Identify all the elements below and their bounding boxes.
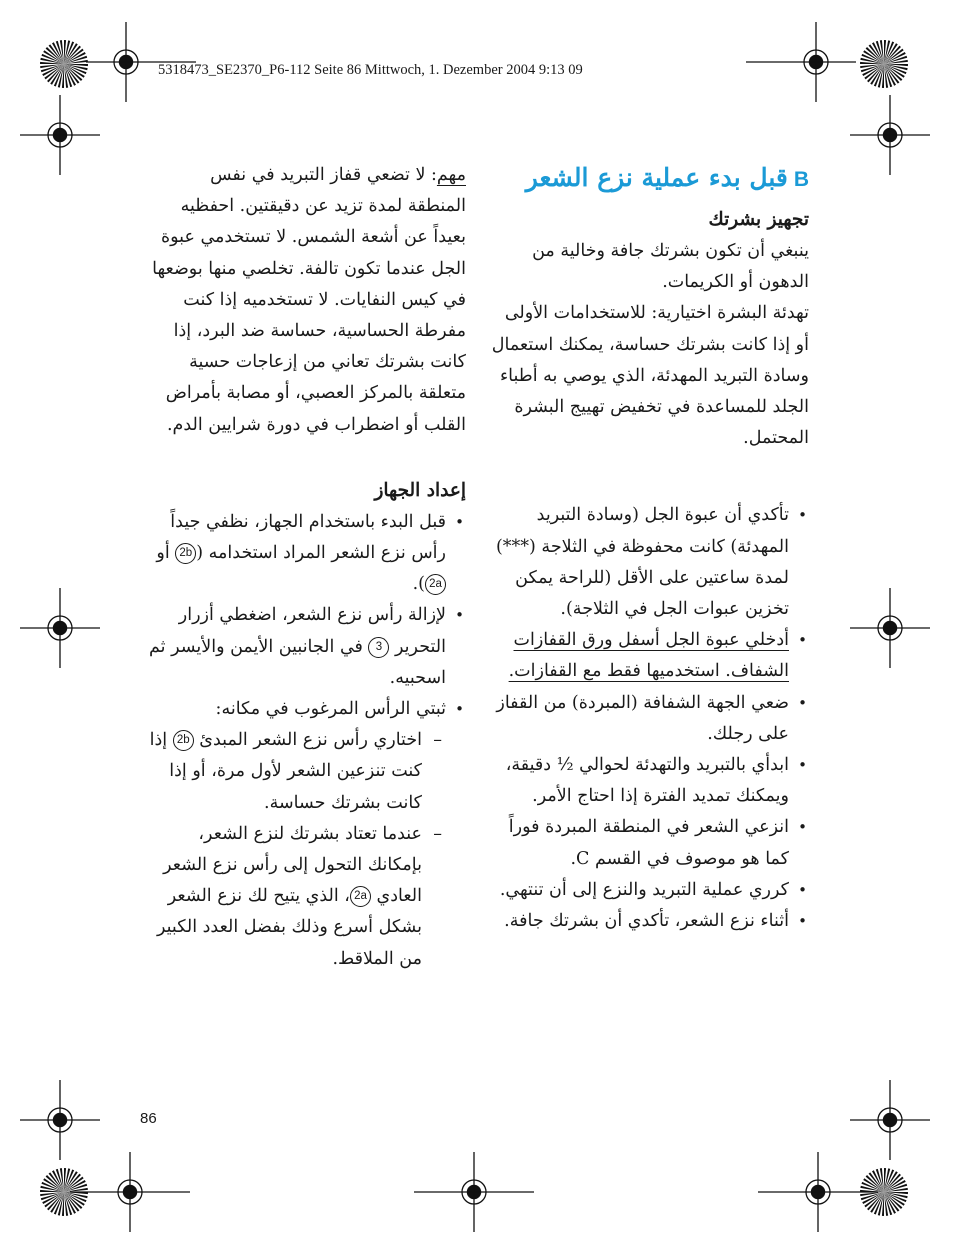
setup-list bbox=[148, 507, 466, 975]
list-item-text: ، الذي يتيح لك نزع الشعر بشكل أسرع وذلك بفضل العدد الكبير من الملاقط. bbox=[156, 886, 422, 969]
ref-badge-2b: 2b bbox=[173, 730, 194, 751]
registration-mark-icon bbox=[758, 1152, 878, 1232]
right-column bbox=[487, 160, 809, 937]
registration-mark-icon bbox=[70, 1152, 190, 1232]
list-item bbox=[148, 694, 466, 975]
starburst-icon bbox=[40, 40, 88, 88]
print-header: 5318473_SE2370_P6-112 Seite 86 Mittwoch, 1. Dezember 2004 9:13 09 bbox=[158, 62, 583, 78]
list-item: • انزعي الشعر في المنطقة المبردة فوراً كما هو موصوف في القسم C. bbox=[487, 812, 809, 874]
list-item: • كرري عملية التبريد والنزع إلى أن تنتهي. bbox=[487, 875, 809, 906]
starburst-icon bbox=[860, 40, 908, 88]
important-label: مهم bbox=[436, 165, 466, 185]
list-item bbox=[148, 600, 466, 694]
important-text: : لا تضعي قفاز التبريد في نفس المنطقة لمدة تزيد عن دقيقتين. احفظيه بعيداً عن أشعة الشمس. لا تستخدمي عبوة الجل عندما تكون تالفة. تخلصي منها بوضعها في كيس النفايات. لا تستخدميه إذا كنت مفرطة الحساسية، حساسة ضد البرد، إذا كانت بشرتك تعاني من إزعاجات حسية متعلقة بالمركز العصبي، أو مصابة بأمراض القلب أو اضطراب في دورة شرايين الدم. bbox=[152, 165, 466, 435]
prep-paragraph-1: ينبغي أن تكون بشرتك جافة وخالية من الدهون أو الكريمات. bbox=[532, 241, 809, 293]
registration-mark-icon bbox=[414, 1152, 534, 1232]
list-item bbox=[148, 819, 446, 975]
list-item bbox=[148, 725, 446, 819]
list-item bbox=[148, 507, 466, 601]
section-title-text: قبل بدء عملية نزع الشعر bbox=[525, 163, 788, 192]
list-item: • أثناء نزع الشعر، تأكدي أن بشرتك جافة. bbox=[487, 906, 809, 937]
left-column bbox=[148, 160, 466, 975]
prep-heading: تجهيز بشرتك bbox=[708, 209, 809, 230]
list-item-text: في الجانبين الأيمن والأيسر ثم اسحبيه. bbox=[149, 636, 446, 688]
underlined-instruction: أدخلي عبوة الجل أسفل ورق القفازات الشفاف. استخدميها فقط مع القفازات. bbox=[508, 630, 789, 682]
list-item: • تأكدي أن عبوة الجل (وسادة التبريد المهدئة) كانت محفوظة في الثلاجة (***) لمدة ساعتين على الأقل (للراحة يمكن تخزين عبوات الجل في الثلاجة). bbox=[487, 500, 809, 625]
list-item-text: ثبتي الرأس المرغوب في مكانه: bbox=[215, 699, 446, 720]
list-item: • ابدأي بالتبريد والتهدئة لحوالي ½ دقيقة، ويمكنك تمديد الفترة إذا احتاج الأمر. bbox=[487, 750, 809, 812]
section-letter: B bbox=[793, 168, 809, 191]
ref-badge-3: 3 bbox=[368, 637, 389, 658]
list-item-text: عندما تعتاد بشرتك لنزع الشعر، بإمكانك التحول إلى رأس نزع الشعر العادي bbox=[163, 823, 422, 907]
list-item-text: إذا كنت تنزعين الشعر لأول مرة، أو إذا كانت بشرتك حساسة. bbox=[149, 730, 422, 813]
registration-mark-icon bbox=[850, 1080, 930, 1160]
prep-paragraph-2: تهدئة البشرة اختيارية: للاستخدامات الأولى أو إذا كانت بشرتك حساسة، يمكنك استعمال وسادة التبريد المهدئة، الذي يوصي به أطباء الجلد للمساعدة في تخفيض تهييج البشرة المحتمل. bbox=[491, 303, 809, 449]
setup-heading: إعداد الجهاز bbox=[374, 479, 466, 501]
registration-mark-icon bbox=[20, 588, 100, 668]
list-item-text: ). bbox=[412, 574, 425, 595]
registration-mark-icon bbox=[850, 95, 930, 175]
ref-badge-2a: 2a bbox=[425, 574, 446, 595]
ref-badge-2a: 2a bbox=[350, 886, 371, 907]
page-number: 86 bbox=[140, 1110, 157, 1127]
section-title bbox=[487, 160, 809, 198]
list-item-text: لإزالة رأس نزع الشعر، اضغطي أزرار التحرير bbox=[178, 605, 446, 657]
list-item-text: اختاري رأس نزع الشعر المبدئ bbox=[193, 730, 422, 751]
head-options-list bbox=[148, 725, 446, 975]
ref-badge-2b: 2b bbox=[175, 543, 196, 564]
list-item-text: أو bbox=[156, 543, 176, 564]
registration-mark-icon bbox=[746, 22, 856, 102]
registration-mark-icon bbox=[850, 588, 930, 668]
list-item bbox=[487, 625, 809, 687]
list-item-text: قبل البدء باستخدام الجهاز، نظفي جيداً رأس نزع الشعر المراد استخدامه ( bbox=[170, 511, 446, 564]
cooling-steps-list bbox=[487, 500, 809, 937]
important-note bbox=[148, 160, 466, 441]
list-item: • ضعي الجهة الشفافة (المبردة) من القفاز على رجلك. bbox=[487, 688, 809, 750]
registration-mark-icon bbox=[20, 1080, 100, 1160]
registration-mark-icon bbox=[20, 95, 100, 175]
